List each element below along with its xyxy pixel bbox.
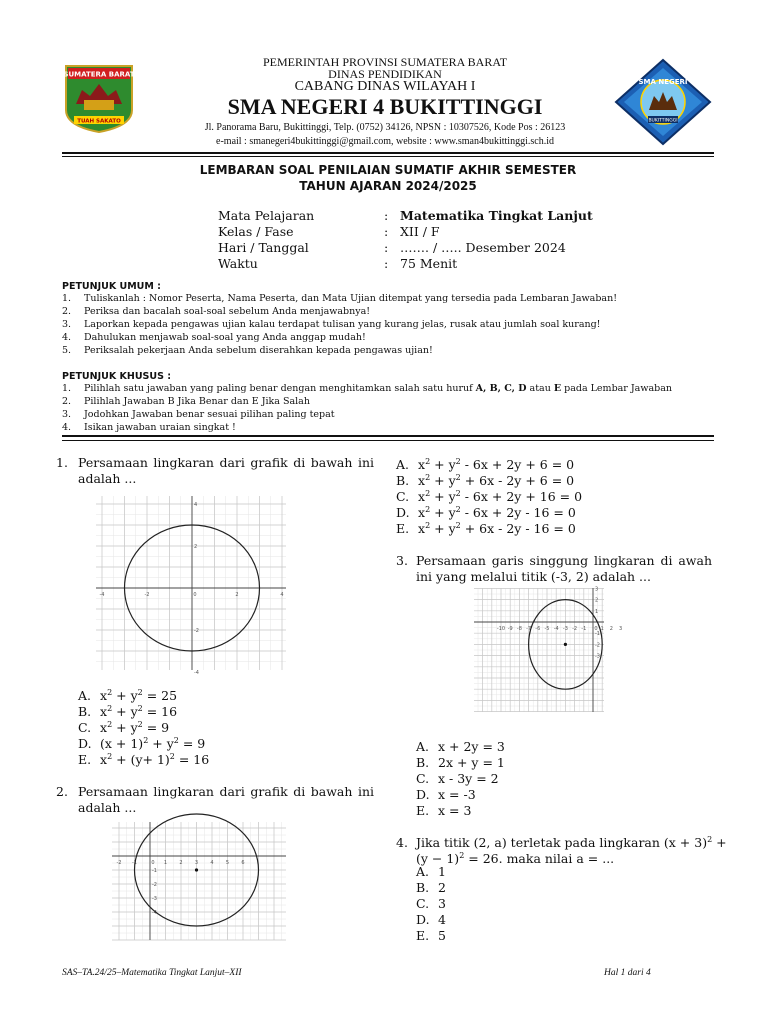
question-3-number: 3.: [396, 553, 408, 568]
x-tick-label: 0: [193, 592, 197, 598]
y-tick-label: -3: [152, 896, 157, 902]
question-1-graph: [96, 496, 286, 676]
header-line-2: DINAS PENDIDIKAN: [328, 67, 442, 81]
y-tick-label: -1: [595, 631, 600, 638]
x-tick-label: 3: [194, 860, 199, 866]
question-4-line-2: $(y - 1)^2 = 26$. maka nilai a = ...: [416, 851, 615, 866]
info-value-date: ……. / ….. Desember 2024: [400, 240, 566, 255]
x-tick-label: -1: [132, 860, 137, 866]
question-2-number: 2.: [56, 784, 68, 799]
header-rule: [62, 152, 714, 154]
x-tick-label: -7: [526, 626, 532, 632]
question-2-graph: [112, 822, 286, 940]
y-tick-label: -2: [152, 882, 157, 888]
info-colon: :: [384, 224, 389, 239]
doc-title-2: TAHUN AJARAN 2024/2025: [299, 179, 477, 193]
x-tick-label: -5: [544, 626, 550, 632]
x-tick-label: -9: [507, 626, 513, 632]
x-tick-label: -4: [553, 626, 559, 632]
y-tick-label: -4: [194, 670, 199, 676]
question-3-text: Persamaan garis singgung lingkaran di awah ini yang melalui titik (-3, 2) adalah ...: [416, 553, 712, 584]
x-tick-label: -8: [516, 626, 522, 632]
y-tick-label: 2: [595, 597, 599, 604]
x-tick-label: 1: [600, 626, 604, 632]
x-tick-label: -6: [535, 626, 541, 632]
x-tick-label: 2: [179, 860, 183, 866]
x-tick-label: 0: [594, 626, 598, 632]
x-tick-label: 6: [241, 860, 245, 866]
y-tick-label: 1: [595, 608, 599, 615]
question-3-graph: [474, 586, 623, 712]
x-tick-label: -10: [496, 626, 506, 632]
y-tick-label: -2: [595, 642, 600, 649]
section-rule: [62, 435, 714, 437]
left-logo-bottom-text: TUAH SAKATO: [77, 118, 121, 125]
y-tick-label: 3: [595, 586, 599, 593]
x-tick-label: -3: [562, 626, 568, 632]
x-tick-label: -2: [116, 860, 122, 866]
y-tick-label: 2: [194, 544, 198, 550]
footer-left: SAS–TA.24/25–Matematika Tingkat Lanjut–XII: [62, 968, 242, 978]
question-4-number: 4.: [396, 835, 408, 850]
x-tick-label: 2: [235, 592, 239, 598]
x-tick-label: 4: [210, 860, 214, 866]
x-tick-label: -2: [572, 626, 578, 632]
header-line-1: PEMERINTAH PROVINSI SUMATERA BARAT: [262, 55, 508, 69]
x-tick-label: -4: [99, 592, 105, 598]
x-tick-label: 5: [225, 860, 230, 866]
circle-center-point: [564, 643, 567, 646]
header-line-3: CABANG DINAS WILAYAH I: [294, 79, 476, 94]
section-rule-thin: [62, 440, 714, 441]
special-instructions-title: PETUNJUK KHUSUS :: [62, 371, 172, 382]
y-tick-label: -4: [152, 910, 157, 916]
y-tick-label: -1: [152, 868, 157, 874]
header-rule-thin: [62, 156, 714, 157]
info-label-time: Waktu: [218, 256, 258, 271]
info-colon: :: [384, 208, 389, 223]
footer-page: Hal 1 dari 4: [604, 968, 651, 978]
school-address: Jl. Panorama Baru, Bukittinggi, Telp. (0752) 34126, NPSN : 10307526, Kode Pos : 26123: [204, 122, 566, 133]
x-tick-label: -1: [581, 626, 587, 632]
info-colon: :: [384, 256, 389, 271]
y-tick-label: 4: [194, 502, 198, 508]
x-tick-label: 0: [151, 860, 155, 866]
sumbar-logo: [62, 64, 136, 134]
info-label-date: Hari / Tanggal: [218, 240, 309, 255]
question-4-line-1: Jika titik (2, a) terletak pada lingkaran $(x + 3)^2$ +: [416, 835, 727, 850]
school-logo: [614, 58, 712, 146]
school-email: e-mail : smanegeri4bukittinggi@gmail.com, website : www.sman4bukittinggi.sch.id: [216, 136, 554, 147]
school-name: SMA NEGERI 4 BUKITTINGGI: [227, 94, 543, 119]
question-2-text: Persamaan lingkaran dari grafik di bawah ini adalah ...: [78, 784, 374, 815]
doc-title-1: LEMBARAN SOAL PENILAIAN SUMATIF AKHIR SEMESTER: [199, 163, 577, 177]
right-logo-bottom-text: BUKITTINGGI: [648, 118, 678, 124]
x-tick-label: -2: [144, 592, 150, 598]
info-colon: :: [384, 240, 389, 255]
info-label-class: Kelas / Fase: [218, 224, 294, 239]
x-tick-label: 3: [619, 626, 623, 632]
x-tick-label: 2: [609, 626, 613, 632]
x-tick-label: 4: [280, 592, 284, 598]
info-label-subject: Mata Pelajaran: [218, 208, 315, 223]
info-value-time: 75 Menit: [400, 256, 458, 271]
y-tick-label: -2: [194, 628, 199, 634]
x-tick-label: 1: [163, 860, 168, 866]
left-logo-top-text: SUMATERA BARAT: [63, 70, 135, 79]
info-value-subject: Matematika Tingkat Lanjut: [400, 208, 593, 223]
y-tick-label: -3: [595, 653, 600, 660]
info-value-class: XII / F: [400, 224, 440, 239]
general-instructions-title: PETUNJUK UMUM :: [62, 281, 161, 292]
question-1-text: Persamaan lingkaran dari grafik di bawah ini adalah ...: [78, 455, 374, 486]
question-1-number: 1.: [56, 455, 68, 470]
circle-center-point: [195, 868, 198, 871]
right-logo-top-text: SMA NEGERI: [638, 78, 688, 86]
